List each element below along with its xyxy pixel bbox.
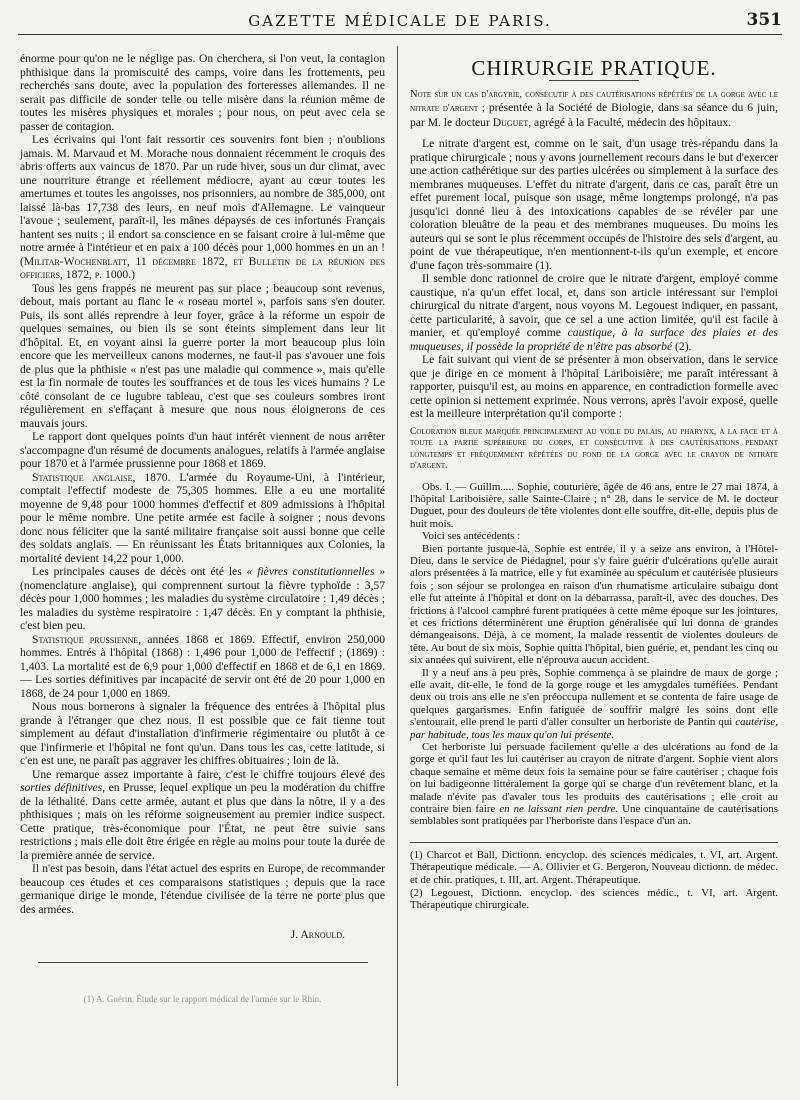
- paragraph: Les écrivains qui l'ont fait ressortir ces souvenirs font bien ; n'oublions jamais. M. Marvaud et M. Morache nous donnaient récemment le croquis des abris offerts aux vaincus de 1870. Par un rude hiver, sous un dur climat, avec une nourriture étrange et réellement médiocre, ayant au cœur toutes les amertumes et toutes les angoisses, nos prisonniers, au nombre de 385,000, ont laissé là-bas 17,738 des leurs, en neuf mois d'Allemagne. Le vainqueur l'avoue ; seulement, paraît-il, les mânes dépaysés de ces infortunés Français hantent ses nuits ; il endort sa conscience en se faisant croire à lui-même que notre armée à l'intérieur et en paix a 100 décès pour 1,000 hommes en un an ! (Militar-Wochenblatt, 11 décembre 1872, et Bulletin de la réunion des officiers, 1872, p. 1000.): [20, 133, 385, 281]
- page-number: 351: [746, 10, 782, 30]
- section-title: CHIRURGIE PRATIQUE.: [471, 56, 717, 80]
- paragraph: Il semble donc rationnel de croire que le nitrate d'argent, employé comme caustique, n'a qu'un effet local, et, dans son article intéressant sur l'emploi chirurgical du nitrate d'argent, nous voyons M. Legouest indiquer, en passant, cette particularité, à savoir, que ce sel a une action limitée, qu'il est facile à manier, et qu'employé comme caustique, à la surface des plaies et des muqueuses, il possède la propriété de n'être pas absorbé (2).: [410, 272, 778, 353]
- footnote: (1) Charcot et Ball, Dictionn. encyclop. des sciences médicales, t. VI, art. Argent. Thérapeutique médicale. — A. Ollivier et G. Bergeron, Nouveau dictionn. de médec. et de chir. pratiques, t. III, art. Argent. Thérapeutique.: [410, 848, 778, 887]
- paragraph: Statistique anglaise, 1870. L'armée du Royaume-Uni, à l'intérieur, comptait l'effectif modeste de 75,305 hommes. Elle a eu une mortalité moyenne de 9,48 pour 1000 hommes d'effectif et 809 admissions à l'hôpital pour le même nombre. Une petite armée est facile à soigner ; nous devons donc nous féliciter que la santé militaire française soit aussi bonne que celle des soldats anglais. — En réunissant les États britanniques aux Colonies, la mortalité devient 14,22 pour 1,000.: [20, 470, 386, 565]
- paragraph: Il y a neuf ans à peu près, Sophie commença à se plaindre de maux de gorge ; elle avait, dit-elle, le fond de la gorge rouge et les amygdales tuméfiées. Pendant deux ou trois ans elle ne s'en préoccupa nullement et se contenta de faire usage de quelques gargarismes. Enfin fatiguée de souffrir malgré les soins dont elle s'entourait, elle prend le parti d'aller consulter un herboriste de Pantin qui cautérise, par habitude, tous les maux qu'on lui présente.: [410, 666, 778, 741]
- footnote-rule: [410, 842, 778, 843]
- paragraph: Nous nous bornerons à signaler la fréquence des entrées à l'hôpital plus grande à l'étranger que chez nous. Il est possible que ce fait tienne tout simplement au défaut d'installation d'infirmerie régimentaire ou plutôt à ce que l'infirmerie et l'hôpital ne font qu'un. Dans tous les cas, cette latitude, si c'en est une, ne paraît pas aggraver les chiffres obituaires ; loin de là.: [20, 700, 385, 767]
- footnote: (2) Legouest, Dictionn. encyclop. des sciences médic., t. VI, art. Argent. Thérapeutique chirurgicale.: [410, 886, 778, 912]
- statistic-label: Statistique anglaise,: [32, 470, 136, 484]
- journal-title: GAZETTE MÉDICALE DE PARIS.: [248, 12, 552, 30]
- paragraph: Tous les gens frappés ne meurent pas sur place ; beaucoup sont revenus, debout, mais portant au flanc le « roseau mortel », parfois sans s'en douter. Puis, ils sont allés reprendre à leur foyer, grâce à la réforme un espoir de quelques semaines, ou bien ils se sont éteints simplement dans leur lit d'hôpital. Et, en voyant ainsi la guerre porter la mort beaucoup plus loin encore que les merveilleux canons modernes, ne faut-il pas s'avouer une fois de plus que la phthisie « n'est pas une maladie qui commence », mais qu'elle est la fin normale de toutes les souffrances et de tous les vices humains ? Le côté consolant de ce lugubre tableau, c'est que ses couleurs sombres iront régulièrement en s'effaçant à mesure que nous nous éloignerons de ces mauvais jours.: [20, 281, 385, 430]
- paragraph: Voici ses antécédents :: [422, 530, 521, 543]
- paragraph: Le nitrate d'argent est, comme on le sait, d'un usage très-répandu dans la pratique chirurgicale ; nous y avons journellement recours dans le but d'exercer une action cathérétique sur des parties ulcérées ou simplement à la surface des membranes muqueuses. L'effet du nitrate d'argent, dans ce cas, paraît être un effet purement local, puisque son usage, même longtemps prolongé, n'a pas jusqu'ici donné lieu à des intoxications capables de se révéler par une coloration bleuâtre de la peau et des membranes muqueuses. Du moins les auteurs qui se sont le plus récemment occupés de l'histoire des sels d'argent, au point de vue thérapeutique, n'en mentionnent-t-ils qu'un exemple, et encore d'une façon très-sommaire (1).: [410, 137, 778, 272]
- observation-paragraph: Obs. I. — Guillm..... Sophie, couturière, âgée de 46 ans, entre le 27 mai 1874, à l'hôpital Lariboisière, salle Sainte-Claire ; n° 28, dans le service de M. le docteur Duguet, pour des douleurs de tête violentes dont elle souffre, dit-elle, depuis plus de huit mois.: [410, 480, 778, 530]
- source-citation: (Militar-Wochenblatt, 11 décembre 1872, et Bulletin de la réunion des officiers, 1872, p. 1000.): [20, 254, 385, 281]
- observation-heading: Coloration bleue marquée principalement au voile du palais, au pharynx, à la face et à toute la partie supérieure du corps, et consécutive à des cautérisations pendant longtemps et fréquemment répétées du fond de la gorge avec le crayon de nitrate d'argent.: [410, 426, 778, 471]
- statistic-label: Statistique prussienne,: [32, 632, 142, 646]
- paragraph: Statistique prussienne, années 1868 et 1869. Effectif, environ 250,000 hommes. Entrés à l'hôpital (1868) : 1,496 pour 1,000 de l'effectif ; (1869) : 1,403. La mortalité est de 6,9 pour 1,000 d'effectif en 1868 et de 6,1 en 1869. — Les sorties définitives par incapacité de servir ont été de 20 pour 1,000 en 1868, de 24 pour 1,000 en 1869.: [20, 632, 385, 700]
- separator-rule: [38, 962, 368, 963]
- paragraph: Bien portante jusque-là, Sophie est entrée, il y a seize ans environ, à l'Hôtel-Dieu, dans le service de Piédagnel, pour s'y faire guérir d'ulcérations qu'elle aurait alors présentées à la matrice, elle y fut examinée au spéculum et cautérisée plusieurs fois ; son séjour se prolongea en raison d'un rhumatisme articulaire subaigu dont elle fut atteinte à l'hôpital et dont on la débarrassa, paraît-il, avec des douches. Des frictions à l'alcool camphré furent pratiquées à cette même époque sur les jointures, et ces frictions déterminèrent une éruption généralisée qui lui donna de grandes démangeaisons. Déjà, à ce moment, la malade ressentit de violentes douleurs de tête. Au bout de six mois, Sophie quitta l'hôpital, bien guérie, et, pendant les cinq ou six années qui suivirent, elle n'éprouva aucun accident.: [410, 542, 778, 667]
- paragraph: énorme pour qu'on ne le néglige pas. On cherchera, si l'on veut, la contagion phthisique dans la promiscuité des camps, voire dans les frottements, peu recherchés sans doute, avec la population des forteresses allemandes. Il ne serait pas difficile de sonder telle ou telle misère dans la réunion même de toutes les misères physiques et morales ; pour nous, on peut avec cela se passer de contagion.: [20, 52, 385, 133]
- page-header: [18, 8, 782, 35]
- paragraph: Cet herboriste lui persuade facilement qu'elle a des ulcérations au fond de la gorge et qu'il faut les lui cautériser au crayon de nitrate d'argent. Sophie vient alors chaque semaine et même deux fois la semaine pour se faire cautériser ; chaque fois on lui badigeonne littéralement la gorge qui se charge d'un revêtement blanc, et la malade n'évite pas d'avaler tous les produits des cautérisations ; elle croit au contraire bien faire en ne laissant rien perdre. Une cinquantaine de cautérisations semblables sont pratiquées par l'herboriste dans l'espace d'un an.: [410, 741, 778, 828]
- left-column: [20, 52, 385, 1006]
- paragraph: Le rapport dont quelques points d'un haut intérêt viennent de nous arrêter s'accompagne d'un résumé de documents analogues, relatifs à l'armée anglaise pour 1870 et à l'armée prussienne pour 1868 et 1869.: [20, 430, 385, 470]
- author-signature: J. Arnould.: [290, 928, 345, 941]
- article-heading: Note sur un cas d'argyrie, consécutif à des cautérisations répétées de la gorge avec le nitrate d'argent ; présentée à la Société de Biologie, dans sa séance du 6 juin, par M. le docteur Duguet, agrégé à la Faculté, médecin des hôpitaux.: [410, 88, 778, 129]
- column-divider: [397, 46, 398, 1086]
- paragraph: Les principales causes de décès ont été les « fièvres constitutionnelles » (nomenclature anglaise), qui comprennent surtout la fièvre typhoïde : 3,57 décès pour 1,000 hommes ; les maladies du système circulatoire : 1,49 décès ; les maladies du système respiratoire : 1,47 décès. En y comptant la phthisie, c'est bien peu.: [20, 565, 385, 632]
- right-column: [410, 52, 778, 912]
- bleed-through-text: (1) A. Guérin. Étude sur le rapport médical de l'armée sur le Rhin.: [83, 993, 322, 1004]
- paragraph: Le fait suivant qui vient de se présenter à mon observation, dans le service que je dirige en ce moment à l'hôpital Lariboisière, me paraît intéressant à rapporter, puisqu'il est, au moins en apparence, en contradiction formelle avec cette opinion si nettement exprimée. Nous verrons, après l'avoir exposé, quelle est la meilleure interprétation qu'il comporte :: [410, 353, 778, 420]
- paragraph: Il n'est pas besoin, dans l'état actuel des esprits en Europe, de recommander beaucoup ces études et ces comparaisons statistiques ; depuis que la race germanique dirige le monde, l'étendue civilisée de la terre ne porte plus que des armées.: [20, 862, 385, 916]
- paragraph: Une remarque assez importante à faire, c'est le chiffre toujours élevé des sorties définitives, en Prusse, lequel explique un peu la modération du chiffre de la léthalité. Dans cette armée, autant et plus que dans la nôtre, il y a des phthisiques ; mais on les réforme soigneusement au premier indice suspect. Cette pratique, très-économique pour l'État, ne peut être suivie sans restrictions ; mais elle doit être érigée en règle au moins pour toute la durée de la première année de service.: [20, 767, 385, 862]
